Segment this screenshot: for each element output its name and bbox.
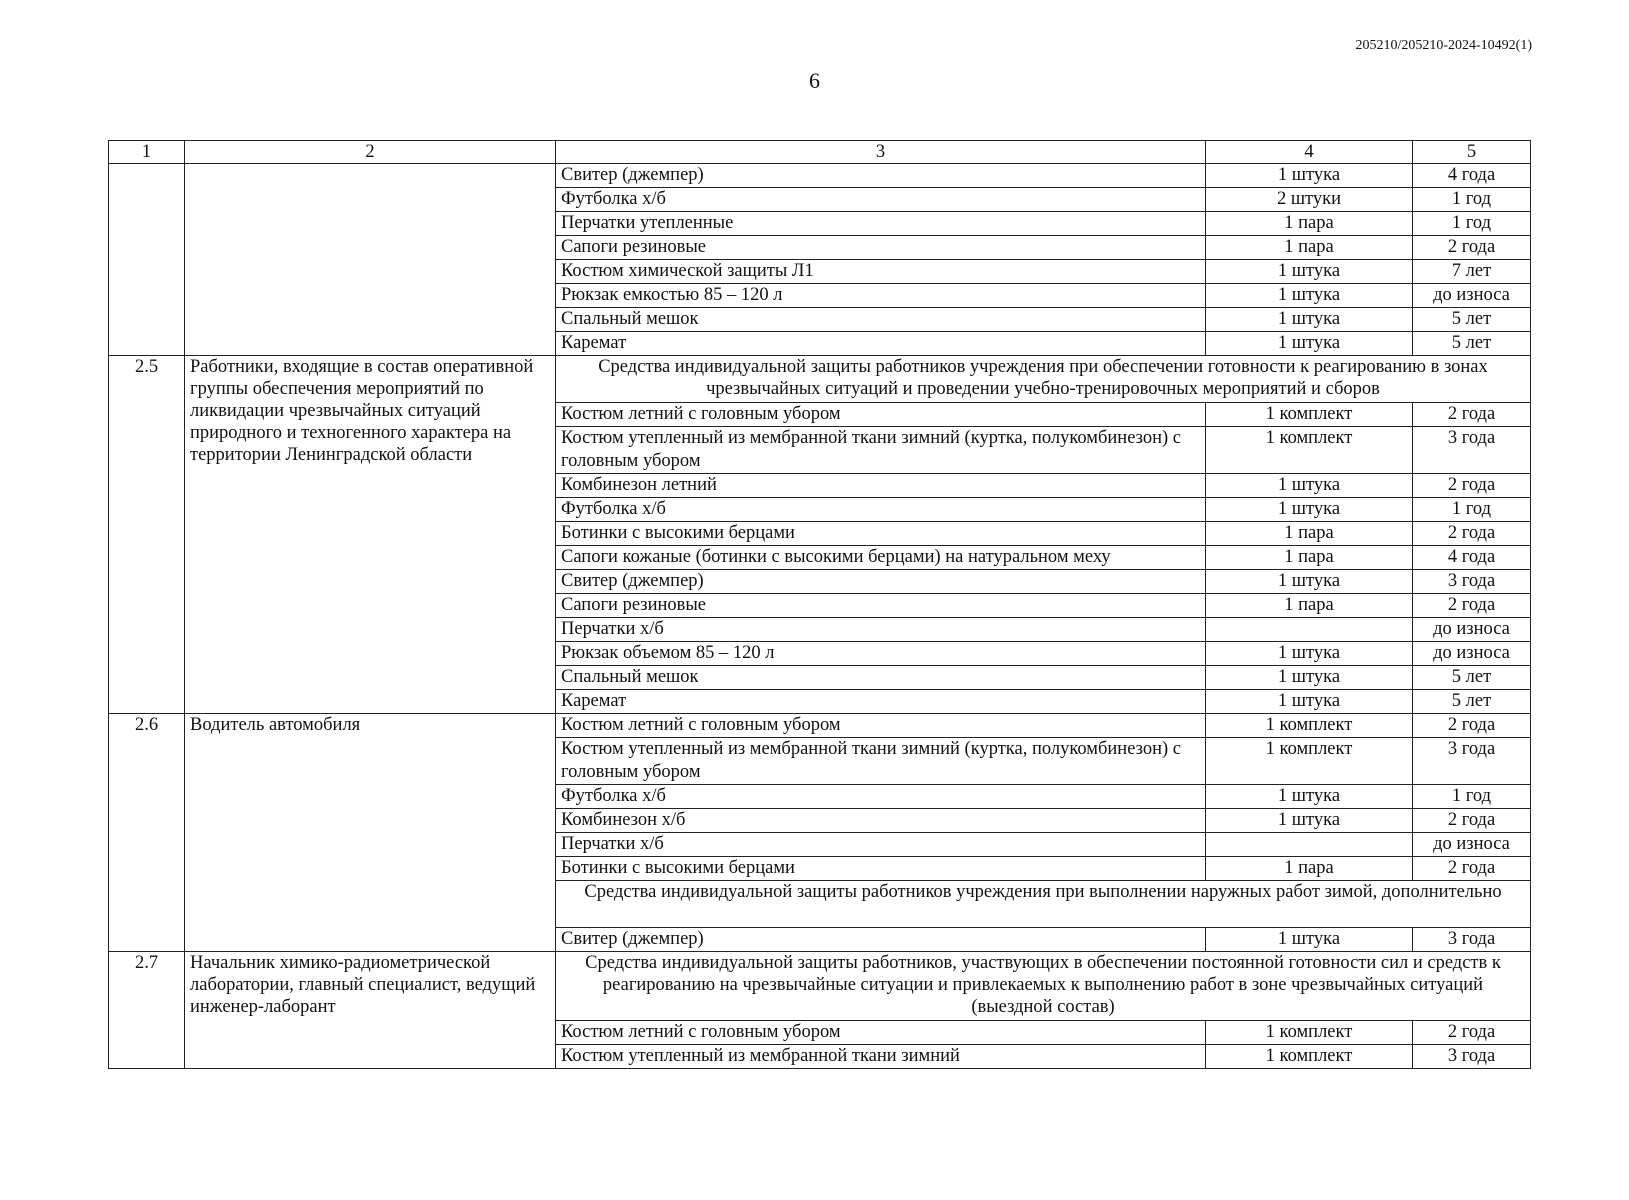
group-role: Начальник химико-радиометрической лаборатории, главный специалист, ведущий инженер-лаборант bbox=[185, 952, 556, 1069]
section-header-row bbox=[109, 356, 1531, 403]
column-header: 1 bbox=[109, 141, 185, 164]
item-name: Ботинки с высокими берцами bbox=[556, 857, 1206, 881]
item-quantity: 1 комплект bbox=[1206, 427, 1413, 474]
item-name: Сапоги кожаные (ботинки с высокими берцами) на натуральном меху bbox=[556, 546, 1206, 570]
item-wear-term: 2 года bbox=[1413, 809, 1531, 833]
item-wear-term: 2 года bbox=[1413, 1021, 1531, 1045]
item-name: Сапоги резиновые bbox=[556, 236, 1206, 260]
item-wear-term: до износа bbox=[1413, 642, 1531, 666]
item-wear-term: 2 года bbox=[1413, 236, 1531, 260]
page-number: 6 bbox=[809, 68, 820, 93]
section-title: Средства индивидуальной защиты работников учреждения при выполнении наружных работ зимой, дополнительно bbox=[556, 881, 1531, 928]
item-wear-term: 2 года bbox=[1413, 522, 1531, 546]
column-header: 5 bbox=[1413, 141, 1531, 164]
item-name: Каремат bbox=[556, 690, 1206, 714]
item-name: Спальный мешок bbox=[556, 308, 1206, 332]
item-name: Футболка х/б bbox=[556, 498, 1206, 522]
item-name: Ботинки с высокими берцами bbox=[556, 522, 1206, 546]
item-name: Костюм летний с головным убором bbox=[556, 403, 1206, 427]
group-role-cell bbox=[185, 164, 556, 356]
item-wear-term: 3 года bbox=[1413, 427, 1531, 474]
item-wear-term: 2 года bbox=[1413, 474, 1531, 498]
column-header: 2 bbox=[185, 141, 556, 164]
section-title: Средства индивидуальной защиты работников учреждения при обеспечении готовности к реагированию в зонах чрезвычайных ситуаций и проведении учебно-тренировочных мероприятий и сборов bbox=[556, 356, 1531, 403]
item-wear-term: 3 года bbox=[1413, 1045, 1531, 1069]
item-name: Костюм летний с головным убором bbox=[556, 1021, 1206, 1045]
group-role: Водитель автомобиля bbox=[185, 714, 556, 952]
item-wear-term: 1 год bbox=[1413, 498, 1531, 522]
item-wear-term: до износа bbox=[1413, 284, 1531, 308]
item-name: Футболка х/б bbox=[556, 188, 1206, 212]
item-wear-term: 5 лет bbox=[1413, 308, 1531, 332]
item-name: Свитер (джемпер) bbox=[556, 164, 1206, 188]
item-quantity: 1 комплект bbox=[1206, 403, 1413, 427]
item-quantity: 1 пара bbox=[1206, 546, 1413, 570]
item-name: Костюм утепленный из мембранной ткани зимний (куртка, полукомбинезон) с головным убором bbox=[556, 427, 1206, 474]
item-wear-term: 1 год bbox=[1413, 212, 1531, 236]
group-number: 2.7 bbox=[109, 952, 185, 1069]
item-quantity: 1 штука bbox=[1206, 260, 1413, 284]
column-number-row bbox=[109, 141, 1531, 164]
item-quantity: 1 штука bbox=[1206, 284, 1413, 308]
item-wear-term: 4 года bbox=[1413, 164, 1531, 188]
column-header: 4 bbox=[1206, 141, 1413, 164]
item-wear-term: 3 года bbox=[1413, 738, 1531, 785]
item-quantity: 1 штука bbox=[1206, 474, 1413, 498]
item-name: Спальный мешок bbox=[556, 666, 1206, 690]
ppe-norms-table bbox=[108, 140, 1531, 1069]
item-quantity: 1 комплект bbox=[1206, 738, 1413, 785]
item-name: Комбинезон летний bbox=[556, 474, 1206, 498]
item-quantity: 1 пара bbox=[1206, 522, 1413, 546]
item-quantity: 1 штука bbox=[1206, 164, 1413, 188]
item-quantity: 1 пара bbox=[1206, 212, 1413, 236]
item-wear-term: до износа bbox=[1413, 618, 1531, 642]
item-wear-term: до износа bbox=[1413, 833, 1531, 857]
item-quantity bbox=[1206, 618, 1413, 642]
item-wear-term: 2 года bbox=[1413, 857, 1531, 881]
item-name: Каремат bbox=[556, 332, 1206, 356]
item-quantity: 1 пара bbox=[1206, 236, 1413, 260]
item-quantity: 1 штука bbox=[1206, 690, 1413, 714]
item-name: Перчатки х/б bbox=[556, 833, 1206, 857]
item-name: Сапоги резиновые bbox=[556, 594, 1206, 618]
item-wear-term: 2 года bbox=[1413, 403, 1531, 427]
item-name: Рюкзак объемом 85 – 120 л bbox=[556, 642, 1206, 666]
group-number-cell bbox=[109, 164, 185, 356]
item-wear-term: 7 лет bbox=[1413, 260, 1531, 284]
item-name: Свитер (джемпер) bbox=[556, 928, 1206, 952]
item-quantity bbox=[1206, 833, 1413, 857]
item-name: Костюм летний с головным убором bbox=[556, 714, 1206, 738]
item-wear-term: 5 лет bbox=[1413, 332, 1531, 356]
item-wear-term: 2 года bbox=[1413, 714, 1531, 738]
table-row bbox=[109, 714, 1531, 738]
item-name: Футболка х/б bbox=[556, 785, 1206, 809]
column-header: 3 bbox=[556, 141, 1206, 164]
item-name: Свитер (джемпер) bbox=[556, 570, 1206, 594]
item-quantity: 1 штука bbox=[1206, 570, 1413, 594]
item-wear-term: 1 год bbox=[1413, 188, 1531, 212]
item-name: Рюкзак емкостью 85 – 120 л bbox=[556, 284, 1206, 308]
item-quantity: 1 штука bbox=[1206, 498, 1413, 522]
item-wear-term: 5 лет bbox=[1413, 666, 1531, 690]
table-row bbox=[109, 164, 1531, 188]
item-quantity: 1 штука bbox=[1206, 809, 1413, 833]
item-quantity: 1 штука bbox=[1206, 785, 1413, 809]
item-wear-term: 5 лет bbox=[1413, 690, 1531, 714]
item-name: Костюм химической защиты Л1 bbox=[556, 260, 1206, 284]
section-header-row bbox=[109, 952, 1531, 1021]
item-name: Костюм утепленный из мембранной ткани зимний (куртка, полукомбинезон) с головным убором bbox=[556, 738, 1206, 785]
item-wear-term: 4 года bbox=[1413, 546, 1531, 570]
item-quantity: 1 штука bbox=[1206, 642, 1413, 666]
item-quantity: 1 комплект bbox=[1206, 1021, 1413, 1045]
document-id: 205210/205210-2024-10492(1) bbox=[1355, 38, 1532, 53]
group-role: Работники, входящие в состав оперативной группы обеспечения мероприятий по ликвидации чрезвычайных ситуаций природного и техногенного характера на территории Ленинградской области bbox=[185, 356, 556, 714]
item-name: Комбинезон х/б bbox=[556, 809, 1206, 833]
item-quantity: 1 комплект bbox=[1206, 1045, 1413, 1069]
item-quantity: 1 штука bbox=[1206, 666, 1413, 690]
item-quantity: 1 штука bbox=[1206, 928, 1413, 952]
group-number: 2.5 bbox=[109, 356, 185, 714]
item-quantity: 1 штука bbox=[1206, 332, 1413, 356]
group-number: 2.6 bbox=[109, 714, 185, 952]
item-name: Костюм утепленный из мембранной ткани зимний bbox=[556, 1045, 1206, 1069]
item-quantity: 2 штуки bbox=[1206, 188, 1413, 212]
item-name: Перчатки х/б bbox=[556, 618, 1206, 642]
item-quantity: 1 пара bbox=[1206, 857, 1413, 881]
section-title: Средства индивидуальной защиты работников, участвующих в обеспечении постоянной готовности сил и средств к реагированию на чрезвычайные ситуации и привлекаемых к выполнению работ в зоне чрезвычайных ситуаций (выездной состав) bbox=[556, 952, 1531, 1021]
item-wear-term: 3 года bbox=[1413, 570, 1531, 594]
item-quantity: 1 комплект bbox=[1206, 714, 1413, 738]
item-wear-term: 1 год bbox=[1413, 785, 1531, 809]
item-quantity: 1 штука bbox=[1206, 308, 1413, 332]
item-quantity: 1 пара bbox=[1206, 594, 1413, 618]
item-name: Перчатки утепленные bbox=[556, 212, 1206, 236]
item-wear-term: 2 года bbox=[1413, 594, 1531, 618]
item-wear-term: 3 года bbox=[1413, 928, 1531, 952]
